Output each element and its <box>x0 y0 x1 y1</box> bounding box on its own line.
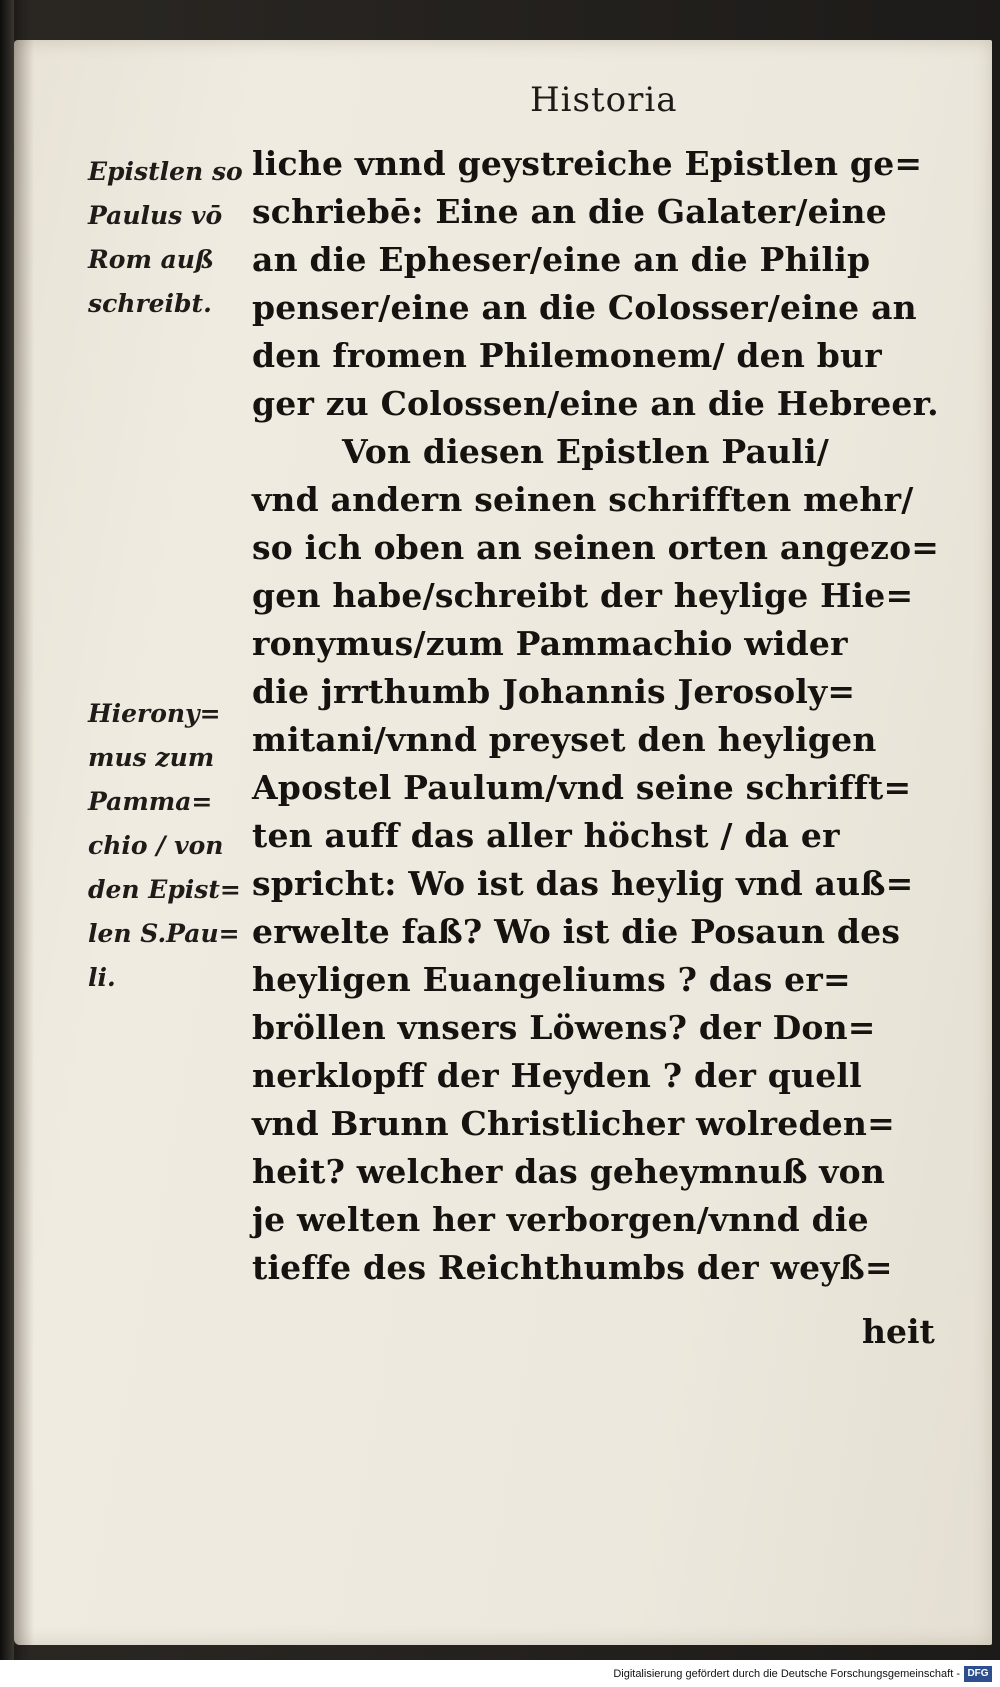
text-line: so ich oben an seinen orten angezo= <box>252 528 940 567</box>
margin-note-line: len S.Pau= <box>88 919 240 948</box>
margin-note-epistlen <box>88 150 248 326</box>
text-line: liche vnnd geystreiche Epistlen ge= <box>252 144 923 183</box>
text-line: vnd andern seinen schrifften mehr/ <box>252 480 914 519</box>
text-line: mitani/vnnd preyset den heyligen <box>252 720 877 759</box>
margin-note-line: mus zum <box>88 743 215 772</box>
text-line: spricht: Wo ist das heylig vnd auß= <box>252 864 914 903</box>
text-line-paragraph-start: Von diesen Epistlen Pauli/ <box>342 432 829 471</box>
margin-note-line: den Epist= <box>88 875 241 904</box>
margin-note-line: Hierony= <box>88 699 221 728</box>
text-line: Apostel Paulum/vnd seine schrifft= <box>252 768 912 807</box>
margin-note-line: schreibt. <box>88 289 212 318</box>
text-line: gen habe/schreibt der heylige Hie= <box>252 576 914 615</box>
text-line: an die Epheser/eine an die Philip <box>252 240 871 279</box>
text-line: tieffe des Reichthumbs der weyß= <box>252 1248 893 1287</box>
book-spine-edge <box>0 0 14 1687</box>
text-line: erwelte faß? Wo ist die Posaun des <box>252 912 901 951</box>
text-line: die jrrthumb Johannis Jerosoly= <box>252 672 856 711</box>
margin-note-line: chio / von <box>88 831 224 860</box>
margin-note-line: Rom auß <box>88 245 214 274</box>
margin-note-line: Epistlen so <box>88 157 243 186</box>
text-line: ronymus/zum Pammachio wider <box>252 624 848 663</box>
margin-note-hieronymus <box>88 692 248 1000</box>
text-line: je welten her verborgen/vnnd die <box>252 1200 869 1239</box>
text-line: den fromen Philemonem/ den bur <box>252 336 882 375</box>
text-line: ten auff das aller höchst / da er <box>252 816 840 855</box>
text-line: bröllen vnsers Löwens? der Don= <box>252 1008 876 1047</box>
text-line: heit? welcher das geheymnuß von <box>252 1152 886 1191</box>
margin-note-line: Paulus vō <box>88 201 223 230</box>
catchword: heit <box>862 1312 935 1351</box>
running-head: Historia <box>530 80 678 120</box>
text-line: nerklopff der Heyden ? der quell <box>252 1056 862 1095</box>
text-line: penser/eine an die Colosser/eine an <box>252 288 917 327</box>
digitization-credit: Digitalisierung gefördert durch die Deutsche Forschungsgemeinschaft - <box>613 1668 960 1680</box>
margin-note-line: Pamma= <box>88 787 213 816</box>
text-line: heyligen Euangeliums ? das er= <box>252 960 851 999</box>
margin-note-line: li. <box>88 963 116 992</box>
page-gutter-shadow <box>14 40 34 1645</box>
dfg-logo: DFG <box>964 1666 992 1682</box>
text-line: schriebē: Eine an die Galater/eine <box>252 192 887 231</box>
text-line: vnd Brunn Christlicher wolreden= <box>252 1104 895 1143</box>
text-line: ger zu Colossen/eine an die Hebreer. <box>252 384 939 423</box>
